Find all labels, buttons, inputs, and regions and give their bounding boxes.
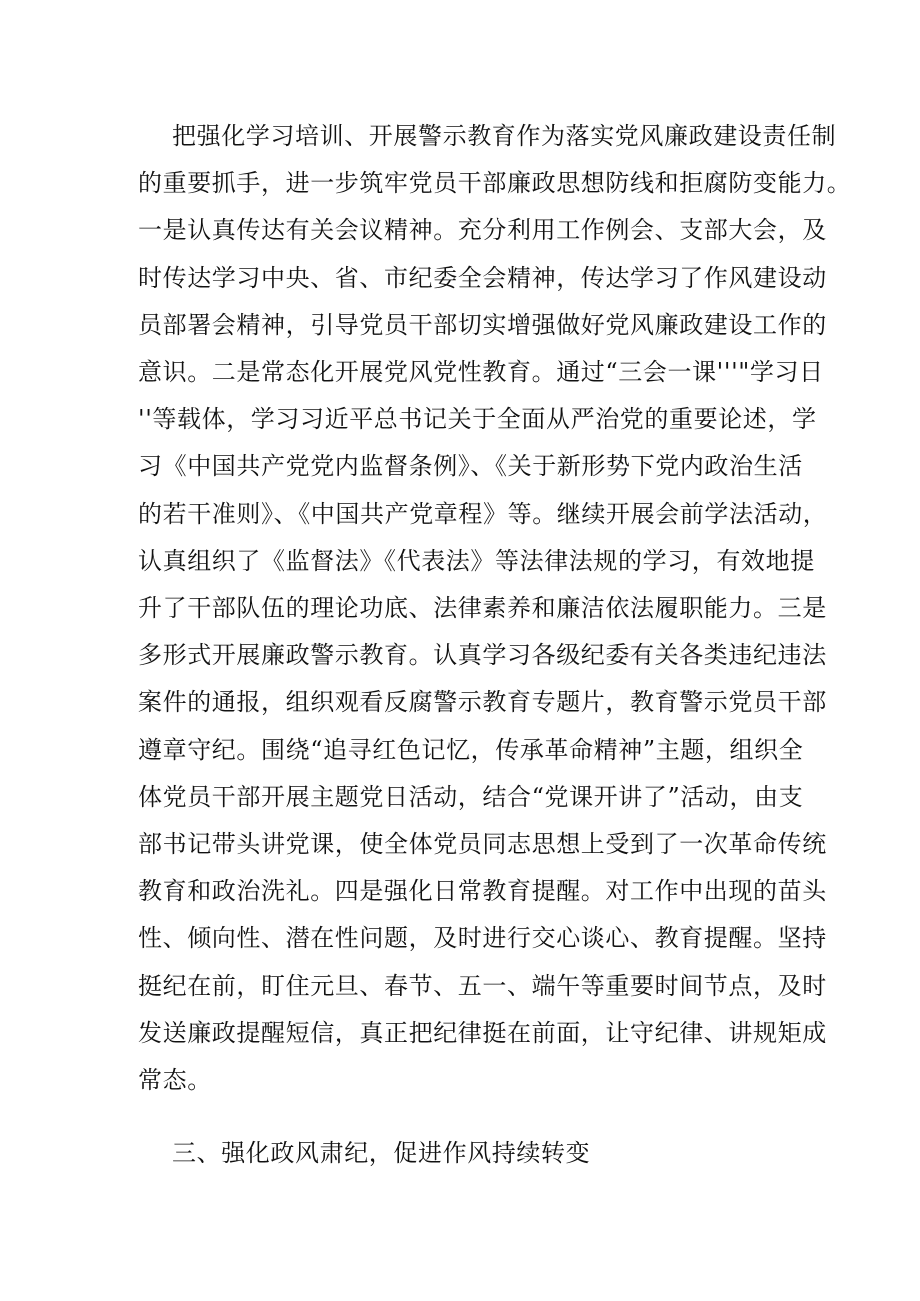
body-paragraph: [138, 113, 852, 1104]
paragraph-line: 时传达学习中央、省、市纪委全会精神，传达学习了作风建设动: [138, 263, 827, 292]
paragraph-line: 把强化学习培训、开展警示教育作为落实党风廉政建设责任制: [172, 122, 837, 150]
paragraph-line: 常态。: [138, 1066, 212, 1095]
paragraph-line: 一是认真传达有关会议精神。充分利用工作例会、支部大会，及: [138, 216, 827, 245]
paragraph-line: 意识。二是常态化开展党风党性教育。通过“三会一课'''"学习日: [138, 358, 824, 387]
paragraph-line: 升了干部队伍的理论功底、法律素养和廉洁依法履职能力。三是: [138, 594, 827, 623]
paragraph-line: 习《中国共产党党内监督条例》、《关于新形势下党内政治生活: [138, 452, 803, 481]
paragraph-line: 发送廉政提醒短信，真正把纪律挺在前面，让守纪律、讲规矩成: [138, 1018, 827, 1047]
paragraph-line: 挺纪在前，盯住元旦、春节、五一、端午等重要时间节点，及时: [138, 971, 827, 1000]
paragraph-line: 多形式开展廉政警示教育。认真学习各级纪委有关各类违纪违法: [138, 641, 827, 670]
paragraph-line: 的重要抓手，进一步筑牢党员干部廉政思想防线和拒腐防变能力。: [138, 169, 852, 198]
paragraph-line: 认真组织了《监督法》《代表法》等法律法规的学习，有效地提: [138, 546, 815, 575]
paragraph-line: 体党员干部开展主题党日活动，结合“党课开讲了”活动，由支: [138, 782, 804, 811]
paragraph-line: 遵章守纪。围绕“追寻红色记忆，传承革命精神”主题，组织全: [138, 735, 804, 764]
paragraph-line: 教育和政治洗礼。四是强化日常教育提醒。对工作中出现的苗头: [138, 877, 827, 906]
section-heading: 三、强化政风肃纪，促进作风持续转变: [172, 1139, 591, 1167]
paragraph-line: 部书记带头讲党课，使全体党员同志思想上受到了一次革命传统: [138, 830, 827, 859]
paragraph-line: ''等载体，学习习近平总书记关于全面从严治党的重要论述，学: [138, 405, 817, 434]
paragraph-line: 员部署会精神，引导党员干部切实增强做好党风廉政建设工作的: [138, 310, 827, 339]
paragraph-line: 性、倾向性、潜在性问题，及时进行交心谈心、教育提醒。坚持: [138, 924, 827, 953]
paragraph-line: 案件的通报，组织观看反腐警示教育专题片，教育警示党员干部: [138, 688, 827, 717]
paragraph-line: 的若干准则》、《中国共产党章程》等。继续开展会前学法活动，: [138, 499, 828, 528]
